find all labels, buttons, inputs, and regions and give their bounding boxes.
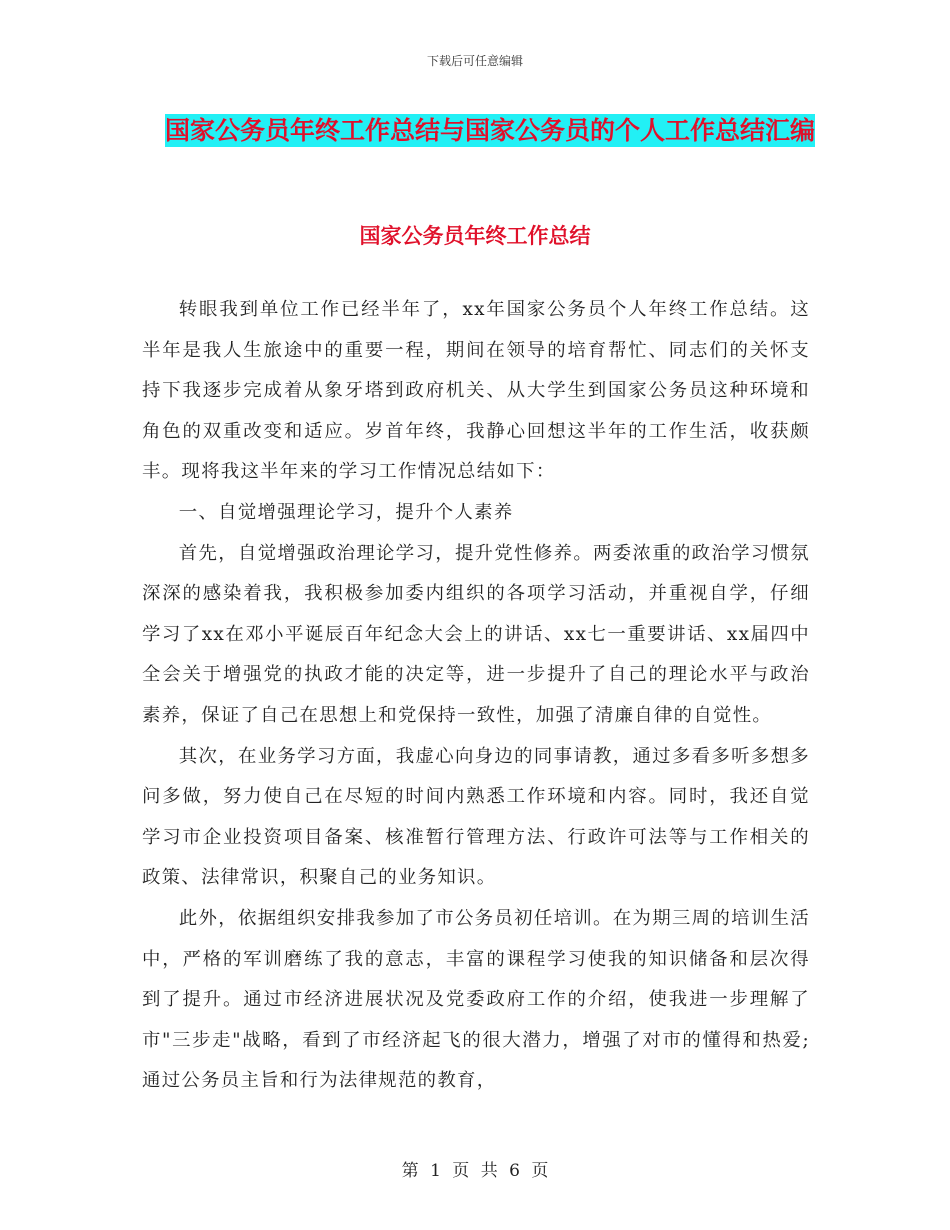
page-footer: 第 1 页 共 6 页 (401, 1161, 549, 1181)
document-title-text: 国家公务员年终工作总结与国家公务员的个人工作总结汇编 (164, 116, 815, 145)
paragraph-intro: 转眼我到单位工作已经半年了，xx年国家公务员个人年终工作总结。这半年是我人生旅途中的重要一程，期间在领导的培育帮忙、同志们的关怀支持下我逐步完成着从象牙塔到政府机关、从大学生到国家公务员这种环境和角色的双重改变和适应。岁首年终，我静心回想这半年的工作生活，收获颇丰。现将我这半年来的学习工作情况总结如下： (142, 299, 810, 483)
section-title: 国家公务员年终工作总结 (359, 224, 591, 248)
paragraph-first: 首先，自觉增强政治理论学习，提升党性修养。两委浓重的政治学习惯氛深深的感染着我，我积极参加委内组织的各项学习活动，并重视自学，仔细学习了xx在邓小平诞辰百年纪念大会上的讲话、xx七一重要讲话、xx届四中全会关于增强党的执政才能的决定等，进一步提升了自己的理论水平与政治素养，保证了自己在思想上和党保持一致性，加强了清廉自律的自觉性。 (142, 542, 810, 726)
paragraph-third: 此外，依据组织安排我参加了市公务员初任培训。在为期三周的培训生活中，严格的军训磨练了我的意志，丰富的课程学习使我的知识储备和层次得到了提升。通过市经济进展状况及党委政府工作的介绍，使我进一步理解了市"三步走"战略，看到了市经济起飞的很大潜力，增强了对市的懂得和热爱;通过公务员主旨和行为法律规范的教育， (142, 907, 810, 1092)
header-note: 下载后可任意编辑 (426, 54, 523, 68)
paragraph-second: 其次，在业务学习方面，我虚心向身边的同事请教，通过多看多听多想多问多做，努力使自己在尽短的时间内熟悉工作环境和内容。同时，我还自觉学习市企业投资项目备案、核准暂行管理方法、行政许可法等与工作相关的政策、法律常识，积聚自己的业务知识。 (142, 745, 810, 889)
document-body (142, 290, 810, 1102)
document-title (150, 108, 830, 154)
paragraph-heading-1: 一、自觉增强理论学习，提升个人素养 (178, 501, 514, 523)
